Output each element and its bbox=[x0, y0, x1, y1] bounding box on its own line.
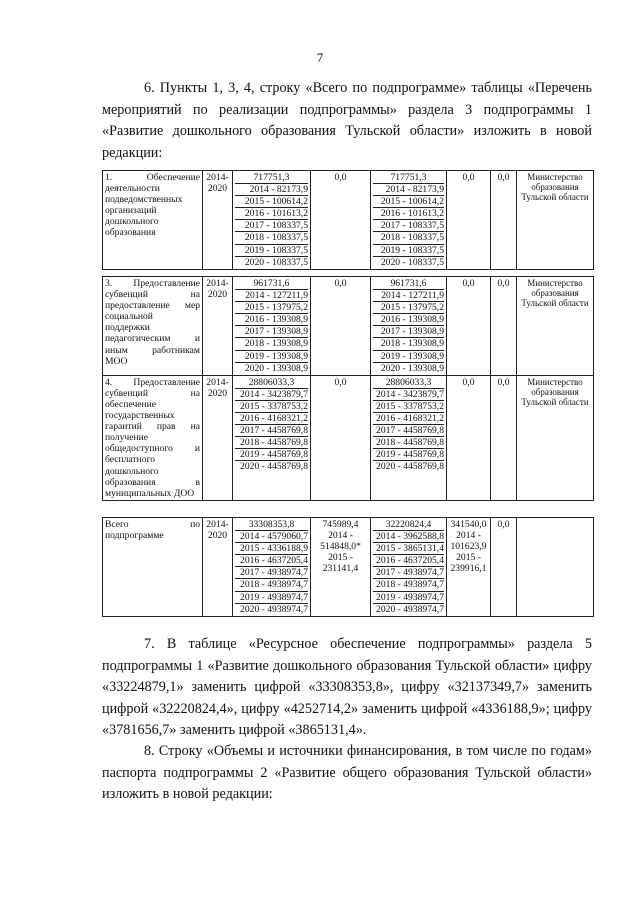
total-value: 717751,3 bbox=[235, 172, 308, 184]
year-value: 2019 - 4938974,7 bbox=[373, 592, 444, 604]
year-value: 2018 - 108337,5 bbox=[235, 232, 308, 244]
year-value: 2014 - 127211,9 bbox=[235, 290, 308, 302]
paragraph-6: 6. Пункты 1, 3, 4, строку «Всего по подпрограмме» таблицы «Перечень мероприятий по реализации подпрограммы» раздела 3 подпрограммы 1 «Развитие дошкольного образования Тульской области» изложить в новой редакции: bbox=[102, 80, 592, 161]
federal-cell: 0,0 bbox=[311, 171, 371, 270]
year-value: 2020 - 4458769,8 bbox=[240, 461, 308, 473]
executor-cell bbox=[517, 518, 594, 617]
page-number: 7 bbox=[316, 50, 324, 65]
regional-cell bbox=[371, 277, 447, 376]
year-value: 2018 - 4458769,8 bbox=[373, 437, 444, 449]
year-value: 2018 - 108337,5 bbox=[373, 232, 444, 244]
municipal-cell: 0,0 bbox=[447, 277, 491, 376]
table-row bbox=[103, 277, 594, 376]
year-value: 2019 - 139308,9 bbox=[235, 351, 308, 363]
year-value: 2015 - 100614,2 bbox=[235, 196, 308, 208]
measure-name: 1. Обеспечение деятельности подведомственных организаций дошкольного образования bbox=[103, 171, 203, 270]
regional-cell bbox=[371, 375, 447, 500]
year-value: 2018 - 4938974,7 bbox=[235, 579, 308, 591]
year-value: 2019 - 4458769,8 bbox=[373, 449, 444, 461]
year-value: 2016 - 4168321,2 bbox=[235, 413, 308, 425]
federal-cell: 0,0 bbox=[311, 375, 371, 500]
municipal-cell: 341540,0 2014 - 101623,9 2015 - 239916,1 bbox=[447, 518, 491, 617]
measure-name: 3. Предоставление субвенций на предоставление мер социальной поддержки педагогическим и иным работникам МОО bbox=[103, 277, 203, 376]
year-value: 2020 - 108337,5 bbox=[380, 256, 444, 268]
year-value: 2018 - 139308,9 bbox=[235, 338, 308, 350]
regional-total-value: 717751,3 bbox=[373, 172, 444, 184]
year-value: 2017 - 4938974,7 bbox=[373, 567, 444, 579]
year-value: 2017 - 108337,5 bbox=[235, 220, 308, 232]
year-value: 2020 - 4458769,8 bbox=[376, 461, 444, 473]
year-value: 2014 - 3962588,8 bbox=[373, 531, 444, 543]
year-value: 2015 - 137975,2 bbox=[373, 302, 444, 314]
other-cell: 0,0 bbox=[491, 518, 517, 617]
year-value: 2017 - 108337,5 bbox=[373, 220, 444, 232]
year-value: 2020 - 139308,9 bbox=[380, 362, 444, 374]
period-cell: 2014-2020 bbox=[203, 518, 233, 617]
table-row bbox=[103, 375, 594, 500]
total-value: 33308353,8 bbox=[235, 519, 308, 531]
year-value: 2014 - 82173,9 bbox=[373, 184, 444, 196]
measures-table-rows-3-4 bbox=[102, 276, 594, 501]
regional-total-value: 961731,6 bbox=[373, 278, 444, 290]
executor-cell: Министерство образования Тульской области bbox=[517, 277, 594, 376]
year-value: 2016 - 139308,9 bbox=[235, 314, 308, 326]
total-value: 961731,6 bbox=[235, 278, 308, 290]
measures-table-total bbox=[102, 517, 594, 617]
federal-cell: 0,0 bbox=[311, 277, 371, 376]
total-cell bbox=[233, 518, 311, 617]
year-value: 2018 - 4938974,7 bbox=[373, 579, 444, 591]
year-value: 2020 - 108337,5 bbox=[244, 256, 308, 268]
table-row bbox=[103, 171, 594, 270]
measures-table-row-1 bbox=[102, 170, 594, 270]
year-value: 2018 - 139308,9 bbox=[373, 338, 444, 350]
year-value: 2020 - 4938974,7 bbox=[376, 603, 444, 615]
other-cell: 0,0 bbox=[491, 277, 517, 376]
year-value: 2014 - 127211,9 bbox=[373, 290, 444, 302]
regional-total-value: 32220824,4 bbox=[373, 519, 444, 531]
year-value: 2020 - 4938974,7 bbox=[240, 603, 308, 615]
executor-cell: Министерство образования Тульской области bbox=[517, 171, 594, 270]
period-cell: 2014-2020 bbox=[203, 171, 233, 270]
year-value: 2020 - 139308,9 bbox=[244, 362, 308, 374]
period-cell: 2014-2020 bbox=[203, 375, 233, 500]
regional-cell bbox=[371, 171, 447, 270]
year-value: 2017 - 4938974,7 bbox=[235, 567, 308, 579]
year-value: 2016 - 101613,2 bbox=[373, 208, 444, 220]
year-value: 2018 - 4458769,8 bbox=[235, 437, 308, 449]
year-value: 2019 - 139308,9 bbox=[373, 351, 444, 363]
paragraph-8: 8. Строку «Объемы и источники финансирования, в том числе по годам» паспорта подпрограммы 2 «Развитие общего образования Тульской области» изложить в новой редакции: bbox=[102, 743, 592, 802]
other-cell: 0,0 bbox=[491, 171, 517, 270]
other-cell: 0,0 bbox=[491, 375, 517, 500]
year-value: 2017 - 139308,9 bbox=[373, 326, 444, 338]
year-value: 2014 - 3423879,7 bbox=[235, 389, 308, 401]
year-value: 2016 - 4168321,2 bbox=[373, 413, 444, 425]
table-row bbox=[103, 518, 594, 617]
regional-cell bbox=[371, 518, 447, 617]
paragraph-7: 7. В таблице «Ресурсное обеспечение подпрограммы» раздела 5 подпрограммы 1 «Развитие дошкольного образования Тульской области» цифру «33224879,1» заменить цифрой «33308353,8», цифру «32137349,7» заменить цифрой «32220824,4», цифру «4252714,2» заменить цифрой «4336188,9»; цифру «3781656,7» заменить цифрой «3865131,4». bbox=[102, 636, 592, 738]
year-value: 2019 - 4458769,8 bbox=[235, 449, 308, 461]
year-value: 2016 - 4637205,4 bbox=[373, 555, 444, 567]
year-value: 2019 - 4938974,7 bbox=[235, 592, 308, 604]
federal-cell: 745989,4 2014 - 514848,0* 2015 - 231141,4 bbox=[311, 518, 371, 617]
total-value: 28806033,3 bbox=[235, 377, 308, 389]
year-value: 2015 - 137975,2 bbox=[235, 302, 308, 314]
municipal-cell: 0,0 bbox=[447, 375, 491, 500]
year-value: 2014 - 82173,9 bbox=[235, 184, 308, 196]
total-cell bbox=[233, 375, 311, 500]
total-cell bbox=[233, 277, 311, 376]
year-value: 2014 - 3423879,7 bbox=[373, 389, 444, 401]
year-value: 2015 - 3378753,2 bbox=[235, 401, 308, 413]
year-value: 2017 - 139308,9 bbox=[235, 326, 308, 338]
measure-name: Всего по подпрограмме bbox=[103, 518, 203, 617]
year-value: 2016 - 139308,9 bbox=[373, 314, 444, 326]
year-value: 2015 - 3865131,4 bbox=[373, 543, 444, 555]
executor-cell: Министерство образования Тульской области bbox=[517, 375, 594, 500]
regional-total-value: 28806033,3 bbox=[373, 377, 444, 389]
year-value: 2016 - 101613,2 bbox=[235, 208, 308, 220]
measure-name: 4. Предоставление субвенций на обеспечение государственных гарантий прав на получение общедоступного и бесплатного дошкольного образования в муниципальных ДОО bbox=[103, 375, 203, 500]
year-value: 2014 - 4579060,7 bbox=[235, 531, 308, 543]
year-value: 2015 - 4336188,9 bbox=[235, 543, 308, 555]
year-value: 2015 - 3378753,2 bbox=[373, 401, 444, 413]
municipal-cell: 0,0 bbox=[447, 171, 491, 270]
year-value: 2017 - 4458769,8 bbox=[373, 425, 444, 437]
year-value: 2019 - 108337,5 bbox=[373, 245, 444, 257]
year-value: 2015 - 100614,2 bbox=[373, 196, 444, 208]
year-value: 2019 - 108337,5 bbox=[235, 245, 308, 257]
year-value: 2016 - 4637205,4 bbox=[235, 555, 308, 567]
total-cell bbox=[233, 171, 311, 270]
year-value: 2017 - 4458769,8 bbox=[235, 425, 308, 437]
period-cell: 2014-2020 bbox=[203, 277, 233, 376]
